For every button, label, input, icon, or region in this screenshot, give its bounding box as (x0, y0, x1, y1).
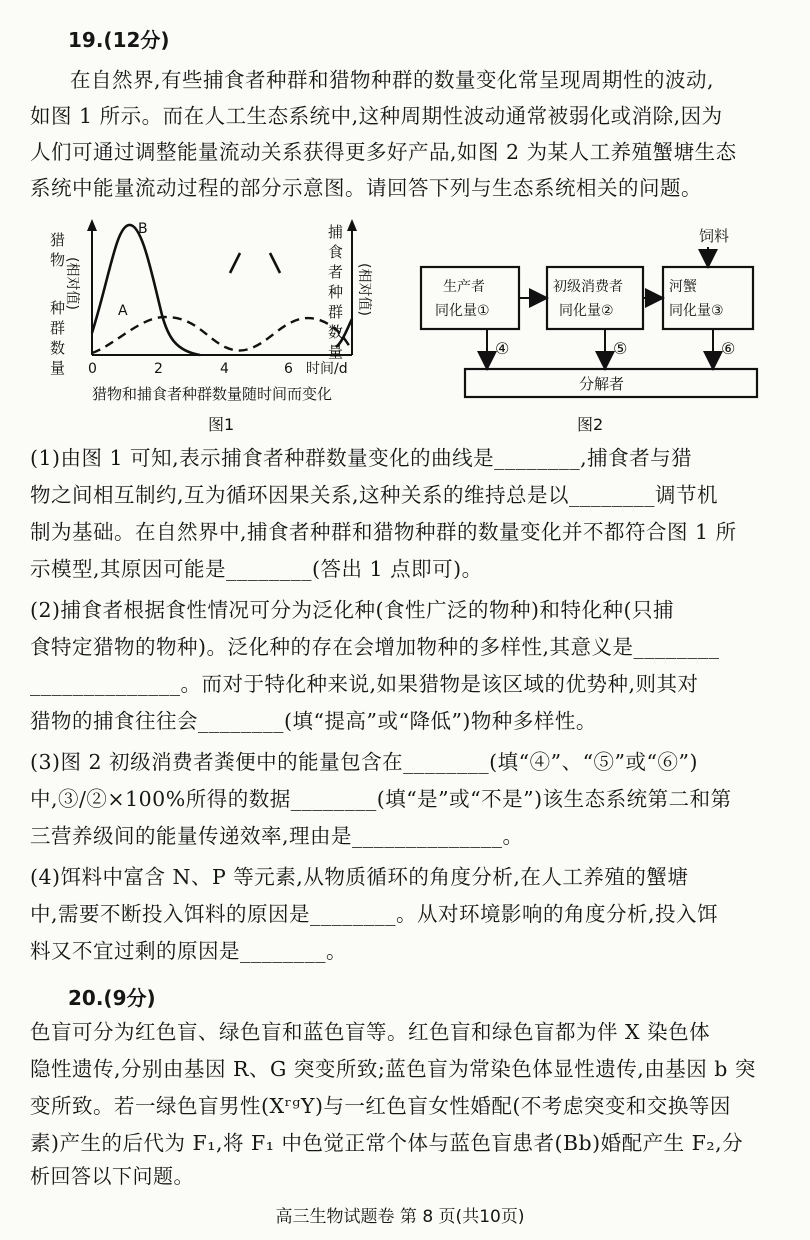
right-axis-char: 数 (328, 323, 344, 341)
primary-consumer-line: 同化量② (559, 303, 614, 319)
right-axis-unit: (相对值) (356, 263, 372, 316)
curve-b-fragment (270, 253, 280, 273)
primary-consumer-line: 初级消费者 (553, 279, 623, 295)
left-axis-char: 物 (50, 251, 66, 269)
x-tick-label: 6 (284, 361, 293, 377)
text-line: 物之间相互制约,互为循环因果关系,这种关系的维持总是以________调节机 (30, 483, 719, 507)
intro-line: 系统中能量流动过程的部分示意图。请回答下列与生态系统相关的问题。 (30, 176, 702, 200)
text-line: 中,③/②×100%所得的数据________(填“是”或“不是”)该生态系统第二和第 (30, 787, 732, 811)
text-line: 隐性遗传,分别由基因 R、G 突变所致;蓝色盲为常染色体显性遗传,由基因 b 突 (30, 1057, 756, 1081)
arrow-label: ⑥ (721, 339, 736, 358)
decomposer-label: 分解者 (579, 375, 625, 393)
right-axis-char: 食 (328, 243, 344, 261)
text-line: (3)图 2 初级消费者粪便中的能量包含在________(填“④”、“⑤”或“⑥”) (30, 750, 698, 774)
producer-box (421, 267, 519, 329)
arrow-label: ④ (495, 339, 510, 358)
right-axis-char: 者 (328, 263, 344, 281)
page-footer: 高三生物试题卷 第 8 页(共10页) (275, 1207, 525, 1227)
left-axis-char: 猎 (50, 231, 66, 249)
figure-2-caption: 图2 (577, 415, 604, 434)
x-tick-label: 4 (220, 361, 229, 377)
producer-line: 同化量① (435, 303, 490, 319)
crab-line: 河蟹 (669, 279, 697, 295)
text-line: 析回答以下问题。 (30, 1164, 194, 1188)
text-line: 示模型,其原因可能是________(答出 1 点即可)。 (30, 557, 483, 581)
curve-b-fragment (230, 253, 240, 273)
crab-line: 同化量③ (669, 303, 724, 319)
intro-line: 在自然界,有些捕食者种群和猎物种群的数量变化常呈现周期性的波动, (70, 68, 715, 92)
x-tick-label: 0 (88, 361, 97, 377)
right-axis-char: 捕 (328, 223, 344, 241)
figure-1-graph (30, 215, 370, 440)
figure-2-diagram (405, 215, 780, 440)
question-19-number: 19.(12分) (68, 28, 170, 52)
text-line: 猎物的捕食往往会________(填“提高”或“降低”)物种多样性。 (30, 709, 597, 733)
text-line: 料又不宜过剩的原因是________。 (30, 939, 347, 963)
figure-1-caption: 图1 (208, 415, 235, 434)
text-line: 食特定猎物的物种)。泛化种的存在会增加物种的多样性,其意义是________ (30, 635, 720, 659)
text-line: 素)产生的后代为 F₁,将 F₁ 中色觉正常个体与蓝色盲患者(Bb)婚配产生 F₂,分 (30, 1131, 744, 1155)
text-line: ______________。而对于特化种来说,如果猎物是该区域的优势种,则其对 (30, 672, 699, 696)
x-axis-unit: 时间/d (306, 361, 348, 377)
left-axis-char: 数 (50, 339, 66, 357)
text-line: (1)由图 1 可知,表示捕食者种群数量变化的曲线是________,捕食者与猎 (30, 446, 693, 470)
left-axis-char: 量 (50, 359, 66, 377)
right-axis-char: 群 (328, 303, 344, 321)
right-axis-arrow (347, 219, 357, 231)
right-axis-char: 种 (328, 283, 344, 301)
primary-consumer-box (547, 267, 643, 329)
text-line: 色盲可分为红色盲、绿色盲和蓝色盲等。红色盲和绿色盲都为伴 X 染色体 (30, 1020, 711, 1044)
curve-a-predator (92, 317, 350, 353)
text-line: 三营养级间的能量传递效率,理由是______________。 (30, 824, 524, 848)
curve-a-label: A (118, 303, 128, 319)
text-line: 制为基础。在自然界中,捕食者种群和猎物种群的数量变化并不都符合图 1 所 (30, 520, 737, 544)
arrow-label: ⑤ (613, 339, 628, 358)
question-20-number: 20.(9分) (68, 986, 156, 1010)
left-axis-char: 群 (50, 319, 66, 337)
text-line: 变所致。若一绿色盲男性(XʳᵍY)与一红色盲女性婚配(不考虑突变和交换等因 (30, 1094, 731, 1118)
text-line: 中,需要不断投入饵料的原因是________。从对环境影响的角度分析,投入饵 (30, 902, 719, 926)
feed-label: 饲料 (699, 227, 730, 245)
producer-line: 生产者 (443, 279, 485, 295)
text-line: (4)饵料中富含 N、P 等元素,从物质循环的角度分析,在人工养殖的蟹塘 (30, 865, 689, 889)
intro-line: 如图 1 所示。而在人工生态系统中,这种周期性波动通常被弱化或消除,因为 (30, 104, 723, 128)
left-axis-unit: (相对值) (64, 257, 80, 310)
intro-line: 人们可通过调整能量流动关系获得更多好产品,如图 2 为某人工养殖蟹塘生态 (30, 140, 737, 164)
curve-b-label: B (138, 221, 148, 237)
text-line: (2)捕食者根据食性情况可分为泛化种(食性广泛的物种)和特化种(只捕 (30, 598, 675, 622)
crab-box (663, 267, 753, 329)
left-axis-char: 种 (50, 299, 66, 317)
x-tick-label: 2 (154, 361, 163, 377)
curve-b-prey (92, 225, 200, 355)
left-axis-arrow (87, 219, 97, 231)
right-axis-char: 量 (328, 343, 344, 361)
figure-1-subtitle: 猎物和捕食者种群数量随时间而变化 (92, 385, 333, 403)
